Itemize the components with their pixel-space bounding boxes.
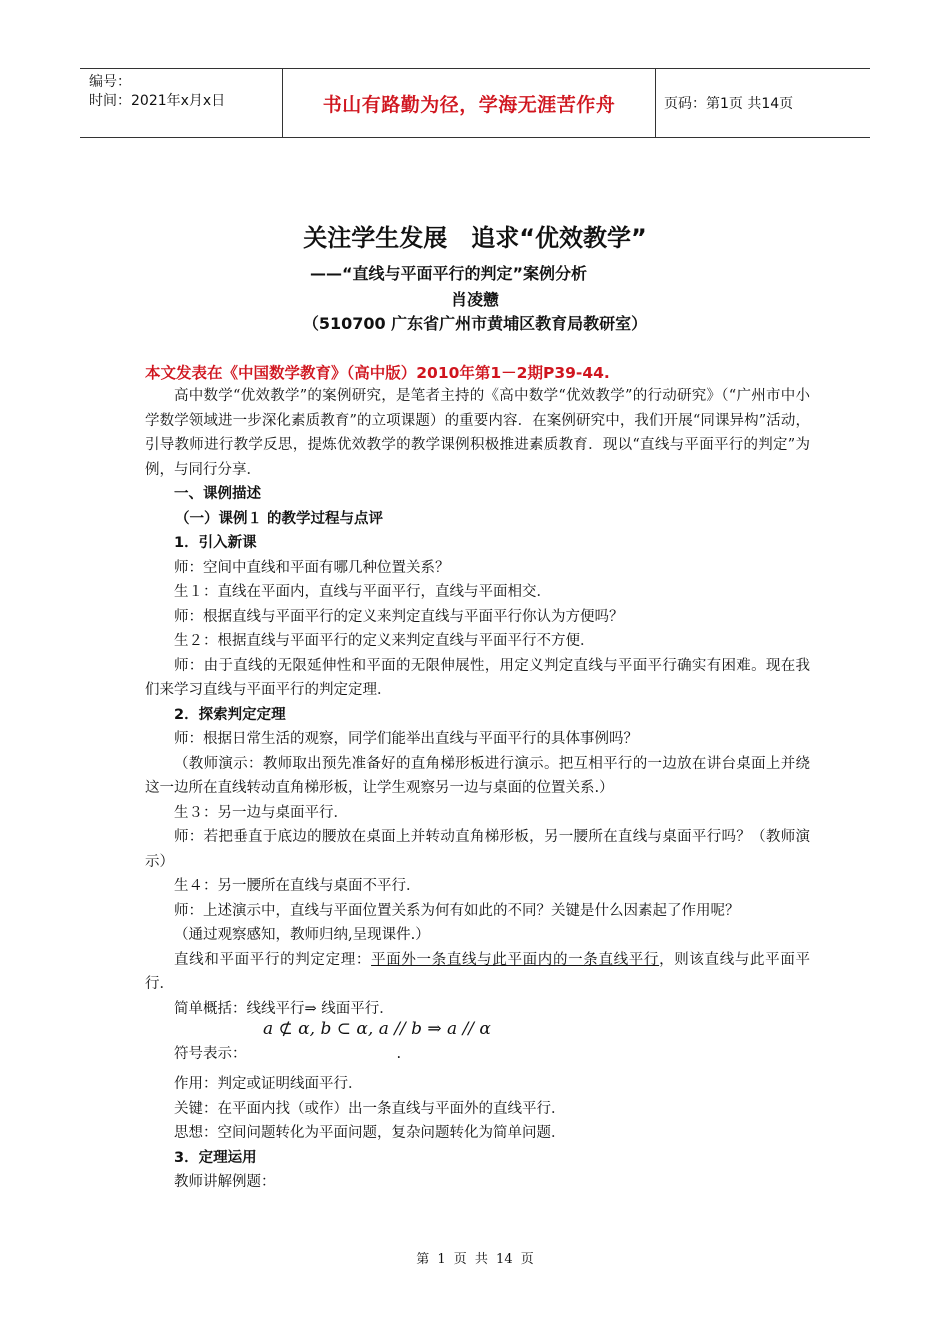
dialogue-line: 生３：另一边与桌面平行． [174,804,348,821]
symbol-formula: a ⊄ α, b ⊂ α, a // b ⇒ a // α [263,1019,491,1039]
time-label: 时间：2021年x月x日 [89,93,226,109]
symbol-label: 符号表示： [174,1045,247,1062]
dialogue-line: 师：由于直线的无限延伸性和平面的无限伸展性，用定义判定直线与平面平行确实有困难。现在我们来学习直线与平面平行的判定定理． [145,657,810,698]
header-table [80,68,870,138]
step-heading: 2．探索判定定理 [174,706,286,723]
intro-paragraph: 高中数学“优效教学”的案例研究，是笔者主持的《高中数学“优效教学”的行动研究》（“广州市中小学数学领域进一步深化素质教育”的立项课题）的重要内容．在案例研究中，我们开展“同课异构”活动，引导教师进行教学反思，提炼优效教学的教学课例积极推进素质教育．现以“直线与平面平行的判定”为例，与同行分享． [145,388,810,478]
page-footer: 第 1 页 共 14 页 [416,1252,534,1267]
theorem-prefix: 直线和平面平行的判定定理： [174,951,372,968]
number-label: 编号： [89,74,131,90]
subsection-heading: （一）课例１ 的教学过程与点评 [175,510,384,527]
theorem-condition: 平面外一条直线与此平面内的一条直线平行 [371,951,660,968]
dialogue-line: 师：若把垂直于底边的腰放在桌面上并转动直角梯形板，另一腰所在直线与桌面平行吗？（教师演示） [145,829,810,870]
doc-body [145,384,810,1195]
theorem-idea: 思想：空间问题转化为平面问题，复杂问题转化为简单问题． [174,1125,566,1141]
dialogue-line: 师：根据直线与平面平行的定义来判定直线与平面平行你认为方便吗？ [174,608,624,625]
header-motto: 书山有路勤为径，学海无涯苦作舟 [282,69,656,137]
dialogue-line: 师：空间中直线和平面有哪几种位置关系？ [174,559,450,576]
dialogue-line: 生１：直线在平面内，直线与平面平行，直线与平面相交． [174,584,551,600]
symbol-end: . [396,1045,402,1062]
doc-author: 肖凌戆 [450,290,499,309]
doc-title: 关注学生发展 追求“优效教学” [303,224,647,252]
theorem-use: 作用：判定或证明线面平行． [174,1076,363,1092]
symbol-line [145,1042,810,1067]
doc-subtitle: ——“直线与平面平行的判定”案例分析 [310,264,588,283]
theorem-suffix: ，则该直线与此平面平行． [145,951,811,992]
dialogue-line: 教师讲解例题： [174,1174,276,1190]
dialogue-line: 生２：根据直线与平面平行的定义来判定直线与平面平行不方便． [174,633,595,649]
demo-note: （通过观察感知，教师归纳,呈现课件.） [174,927,430,943]
dialogue-line: 生４：另一腰所在直线与桌面不平行． [174,878,421,894]
doc-affiliation: （510700 广东省广州市黄埔区教育局教研室） [302,314,648,333]
dialogue-line: 师：上述演示中，直线与平面位置关系为何有如此的不同？关键是什么因素起了作用呢？ [174,902,740,919]
header-meta [80,69,282,137]
theorem-summary: 简单概括：线线平行⇒ 线面平行． [174,1000,394,1017]
theorem-statement [145,948,810,997]
dialogue-line: 师：根据日常生活的观察，同学们能举出直线与平面平行的具体事例吗？ [174,731,638,747]
header-page-info: 页码：第1页 共14页 [664,96,794,112]
publication-note: 本文发表在《中国数学教育》（高中版）2010年第1－2期P39-44. [145,364,610,382]
step-heading: 3．定理运用 [174,1149,257,1166]
section-heading: 一、课例描述 [174,486,261,502]
demo-note: （教师演示：教师取出预先准备好的直角梯形板进行演示。把互相平行的一边放在讲台桌面上并绕这一边所在直线转动直角梯形板，让学生观察另一边与桌面的位置关系.） [145,755,810,796]
theorem-key: 关键：在平面内找（或作）出一条直线与平面外的直线平行． [174,1100,566,1117]
step-heading: 1．引入新课 [174,535,257,551]
